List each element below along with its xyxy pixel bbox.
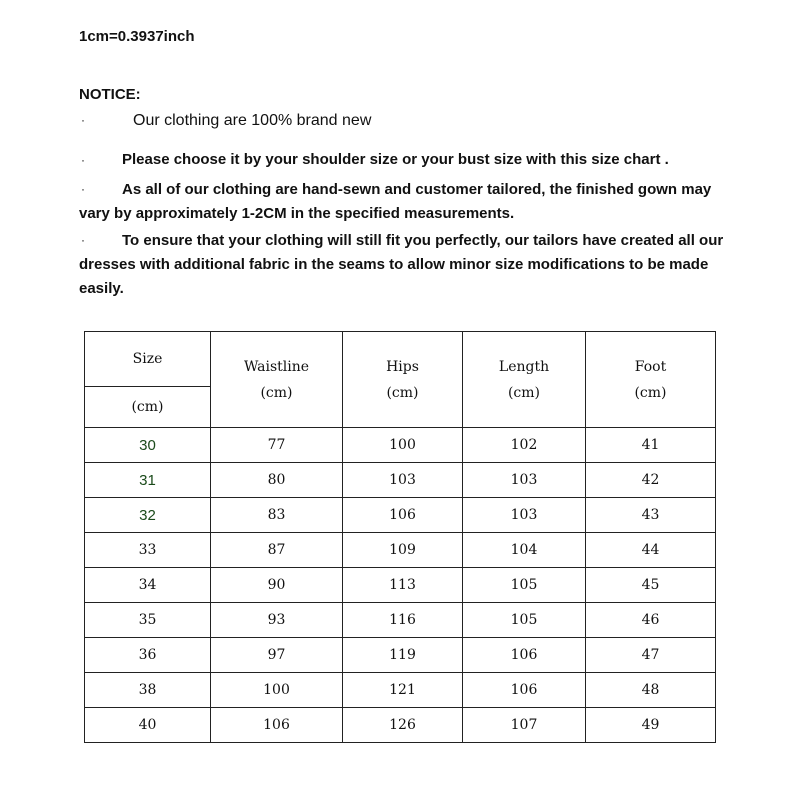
header-length [463, 332, 586, 428]
size-chart-body [85, 428, 716, 743]
cell-foot: 49 [586, 708, 716, 743]
unit-conversion-text: 1cm=0.3937inch [79, 28, 195, 45]
table-row [85, 638, 716, 673]
cell-waist: 87 [211, 533, 343, 568]
header-size [85, 332, 211, 387]
cell-foot: 42 [586, 463, 716, 498]
cell-size: 38 [85, 673, 211, 708]
header-foot-unit: (cm) [634, 384, 667, 401]
cell-size: 32 [85, 498, 211, 533]
header-hips [343, 332, 463, 428]
header-length-label: Length [498, 358, 550, 375]
notice-item-2: Please choose it by your shoulder size or your bust size with this size chart . [122, 151, 669, 168]
cell-hips: 106 [343, 498, 463, 533]
header-size-unit: (cm) [85, 387, 211, 428]
cell-waist: 83 [211, 498, 343, 533]
cell-hips: 113 [343, 568, 463, 603]
cell-size: 33 [85, 533, 211, 568]
notice-item-4: To ensure that your clothing will still fit you perfectly, our tailors have created all our dresses with additional fabric in the seams to allow minor size modifications to be made easily. [79, 232, 724, 297]
header-hips-unit: (cm) [386, 384, 419, 401]
bullet-1: · [81, 113, 85, 127]
size-chart-table [84, 331, 716, 743]
cell-waist: 106 [211, 708, 343, 743]
table-row [85, 428, 716, 463]
header-size-label: Size [132, 351, 163, 367]
table-row [85, 673, 716, 708]
cell-waist: 100 [211, 673, 343, 708]
cell-size: 40 [85, 708, 211, 743]
bullet-2: · [81, 153, 85, 167]
cell-waist: 93 [211, 603, 343, 638]
cell-length: 105 [463, 568, 586, 603]
cell-size: 34 [85, 568, 211, 603]
cell-waist: 97 [211, 638, 343, 673]
cell-length: 106 [463, 673, 586, 708]
header-foot-label: Foot [634, 358, 667, 375]
table-row [85, 498, 716, 533]
bullet-4: · [81, 233, 85, 247]
cell-length: 105 [463, 603, 586, 638]
cell-waist: 80 [211, 463, 343, 498]
header-waistline-unit: (cm) [260, 384, 293, 401]
cell-hips: 116 [343, 603, 463, 638]
notice-item-3: As all of our clothing are hand-sewn and customer tailored, the finished gown may vary by approximately 1-2CM in the specified measurements. [79, 181, 712, 222]
cell-hips: 100 [343, 428, 463, 463]
cell-hips: 126 [343, 708, 463, 743]
header-waistline [211, 332, 343, 428]
cell-hips: 119 [343, 638, 463, 673]
cell-length: 102 [463, 428, 586, 463]
cell-length: 106 [463, 638, 586, 673]
bullet-3: · [81, 182, 85, 196]
cell-foot: 45 [586, 568, 716, 603]
cell-foot: 44 [586, 533, 716, 568]
table-row [85, 463, 716, 498]
cell-length: 107 [463, 708, 586, 743]
cell-foot: 47 [586, 638, 716, 673]
cell-hips: 121 [343, 673, 463, 708]
header-hips-label: Hips [386, 358, 419, 375]
header-foot [586, 332, 716, 428]
cell-length: 104 [463, 533, 586, 568]
cell-size: 31 [85, 463, 211, 498]
cell-size: 35 [85, 603, 211, 638]
cell-length: 103 [463, 463, 586, 498]
notice-heading: NOTICE: [79, 86, 141, 103]
cell-hips: 109 [343, 533, 463, 568]
cell-foot: 43 [586, 498, 716, 533]
cell-size: 30 [85, 428, 211, 463]
header-length-unit: (cm) [507, 384, 541, 401]
table-row [85, 533, 716, 568]
cell-waist: 77 [211, 428, 343, 463]
cell-hips: 103 [343, 463, 463, 498]
cell-foot: 46 [586, 603, 716, 638]
table-row [85, 603, 716, 638]
table-row [85, 708, 716, 743]
notice-item-1: Our clothing are 100% brand new [133, 112, 372, 129]
cell-foot: 48 [586, 673, 716, 708]
cell-foot: 41 [586, 428, 716, 463]
cell-size: 36 [85, 638, 211, 673]
cell-length: 103 [463, 498, 586, 533]
header-waistline-label: Waistline [243, 358, 310, 375]
table-row [85, 568, 716, 603]
cell-waist: 90 [211, 568, 343, 603]
